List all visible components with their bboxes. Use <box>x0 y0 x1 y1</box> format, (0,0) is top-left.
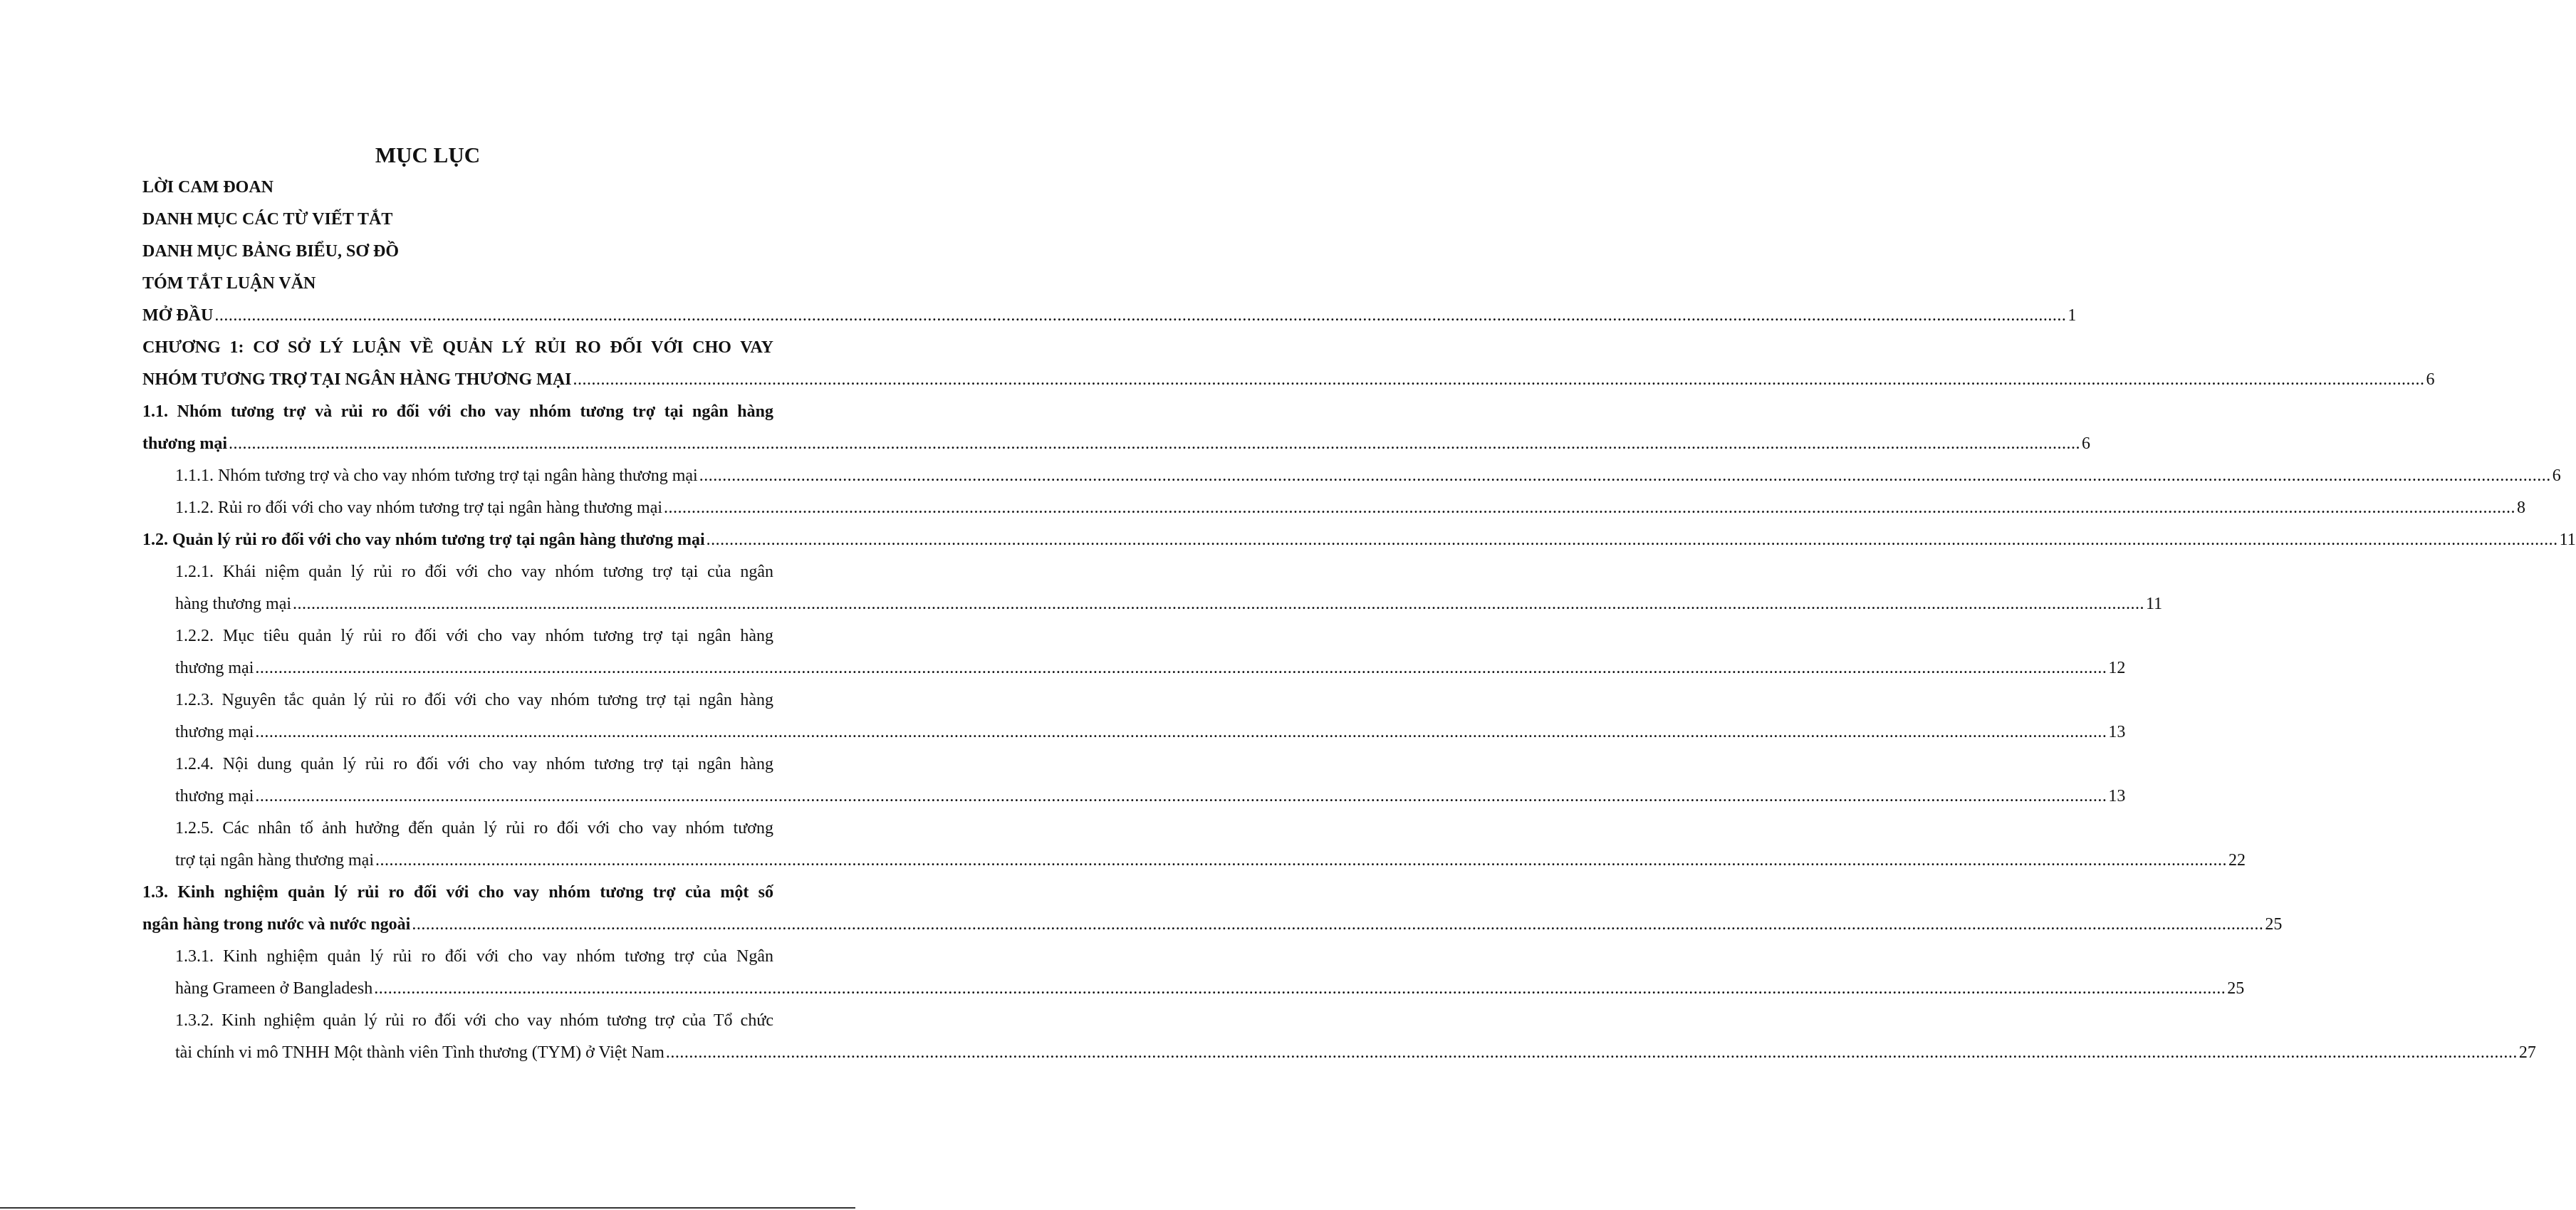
toc-entry: 1.2.5. Các nhân tố ảnh hưởng đến quản lý rủi ro đối với cho vay nhóm tương <box>175 819 773 838</box>
leader-dots: ................................................................................................................................................................................................................................................................................................................................................................................................................ <box>573 370 2425 389</box>
leader-dots: ................................................................................................................................................................................................................................................................................................................................................................................................................ <box>665 1043 2518 1062</box>
leader-dots: ................................................................................................................................................................................................................................................................................................................................................................................................................ <box>412 915 2264 934</box>
leader-dots: ................................................................................................................................................................................................................................................................................................................................................................................................................ <box>664 499 2516 517</box>
page-number: 13 <box>2108 723 2126 741</box>
toc-entry: ngân hàng trong nước và nước ngoài ................................................................................................................................................................................................................................................................................................................................................................................................................ 25 <box>142 909 773 941</box>
page-bottom-edge <box>0 1207 855 1209</box>
page-number: 6 <box>2552 466 2561 485</box>
toc-entry: MỞ ĐẦU ................................................................................................................................................................................................................................................................................................................................................................................................................ 1 <box>142 300 773 332</box>
toc-entry: LỜI CAM ĐOAN <box>142 178 273 197</box>
toc-entry: CHƯƠNG 1: CƠ SỞ LÝ LUẬN VỀ QUẢN LÝ RỦI RO ĐỐI VỚI CHO VAY <box>142 338 773 357</box>
page-number: 6 <box>2426 370 2435 389</box>
leader-dots: ................................................................................................................................................................................................................................................................................................................................................................................................................ <box>293 595 2145 613</box>
page-number: 12 <box>2108 659 2126 677</box>
toc-entry: thương mại ................................................................................................................................................................................................................................................................................................................................................................................................................ 13 <box>142 781 773 813</box>
toc-entry: 1.2.3. Nguyên tắc quản lý rủi ro đối với cho vay nhóm tương trợ tại ngân hàng <box>175 691 773 709</box>
toc-entry: DANH MỤC CÁC TỪ VIẾT TẮT <box>142 210 393 229</box>
leader-dots: ................................................................................................................................................................................................................................................................................................................................................................................................................ <box>214 306 2067 325</box>
toc-entry: NHÓM TƯƠNG TRỢ TẠI NGÂN HÀNG THƯƠNG MẠI ................................................................................................................................................................................................................................................................................................................................................................................................................ 6 <box>142 364 773 396</box>
toc-title: MỤC LỤC <box>375 142 481 167</box>
page-number: 11 <box>2146 595 2163 613</box>
toc-entry: thương mại ................................................................................................................................................................................................................................................................................................................................................................................................................ 13 <box>142 716 773 749</box>
toc-entry: thương mại ................................................................................................................................................................................................................................................................................................................................................................................................................ 12 <box>142 652 773 684</box>
page-number: 1 <box>2067 306 2077 325</box>
page-number: 25 <box>2265 915 2283 934</box>
page-number: 22 <box>2228 851 2246 870</box>
toc-entry: 1.3.1. Kinh nghiệm quản lý rủi ro đối với cho vay nhóm tương trợ của Ngân <box>175 947 773 966</box>
toc-entry: hàng thương mại ................................................................................................................................................................................................................................................................................................................................................................................................................ 11 <box>142 588 773 620</box>
toc-entry: 1.3. Kinh nghiệm quản lý rủi ro đối với cho vay nhóm tương trợ của một số <box>142 883 773 902</box>
leader-dots: ................................................................................................................................................................................................................................................................................................................................................................................................................ <box>255 723 2107 741</box>
table-of-contents <box>142 172 2576 1069</box>
page-number: 25 <box>2227 979 2245 998</box>
toc-entry: 1.1.1. Nhóm tương trợ và cho vay nhóm tương trợ tại ngân hàng thương mại ................................................................................................................................................................................................................................................................................................................................................................................................................ 6 <box>142 460 773 492</box>
leader-dots: ................................................................................................................................................................................................................................................................................................................................................................................................................ <box>255 659 2107 677</box>
toc-entry: tài chính vi mô TNHH Một thành viên Tình thương (TYM) ở Việt Nam ................................................................................................................................................................................................................................................................................................................................................................................................................ 27 <box>142 1037 773 1069</box>
leader-dots: ................................................................................................................................................................................................................................................................................................................................................................................................................ <box>375 851 2227 870</box>
page-number: 8 <box>2517 499 2526 517</box>
page-number: 11 <box>2559 531 2576 549</box>
toc-entry: hàng Grameen ở Bangladesh ................................................................................................................................................................................................................................................................................................................................................................................................................ 25 <box>142 973 773 1005</box>
toc-entry: 1.3.2. Kinh nghiệm quản lý rủi ro đối với cho vay nhóm tương trợ của Tổ chức <box>175 1011 773 1030</box>
toc-entry: 1.2.4. Nội dung quản lý rủi ro đối với cho vay nhóm tương trợ tại ngân hàng <box>175 755 773 773</box>
page-number: 27 <box>2518 1043 2536 1062</box>
toc-entry: trợ tại ngân hàng thương mại ................................................................................................................................................................................................................................................................................................................................................................................................................ 22 <box>142 845 773 877</box>
toc-entry: thương mại ................................................................................................................................................................................................................................................................................................................................................................................................................ 6 <box>142 428 773 460</box>
toc-entry: TÓM TẮT LUẬN VĂN <box>142 274 316 293</box>
toc-entry: DANH MỤC BẢNG BIỂU, SƠ ĐỒ <box>142 242 400 261</box>
leader-dots: ................................................................................................................................................................................................................................................................................................................................................................................................................ <box>229 434 2081 453</box>
toc-entry: 1.2.1. Khái niệm quản lý rủi ro đối với cho vay nhóm tương trợ tại của ngân <box>175 563 773 581</box>
toc-entry: 1.1.2. Rủi ro đối với cho vay nhóm tương trợ tại ngân hàng thương mại ................................................................................................................................................................................................................................................................................................................................................................................................................ 8 <box>142 492 773 524</box>
toc-entry: 1.2. Quản lý rủi ro đối với cho vay nhóm tương trợ tại ngân hàng thương mại ................................................................................................................................................................................................................................................................................................................................................................................................................ 11 <box>142 524 773 556</box>
leader-dots: ................................................................................................................................................................................................................................................................................................................................................................................................................ <box>255 787 2107 805</box>
toc-entry: 1.1. Nhóm tương trợ và rủi ro đối với cho vay nhóm tương trợ tại ngân hàng <box>142 402 773 421</box>
page-number: 13 <box>2108 787 2126 805</box>
leader-dots: ................................................................................................................................................................................................................................................................................................................................................................................................................ <box>374 979 2226 998</box>
leader-dots: ................................................................................................................................................................................................................................................................................................................................................................................................................ <box>706 531 2558 549</box>
leader-dots: ................................................................................................................................................................................................................................................................................................................................................................................................................ <box>699 466 2551 485</box>
page-number: 6 <box>2082 434 2091 453</box>
toc-entry: 1.2.2. Mục tiêu quản lý rủi ro đối với cho vay nhóm tương trợ tại ngân hàng <box>175 627 773 645</box>
